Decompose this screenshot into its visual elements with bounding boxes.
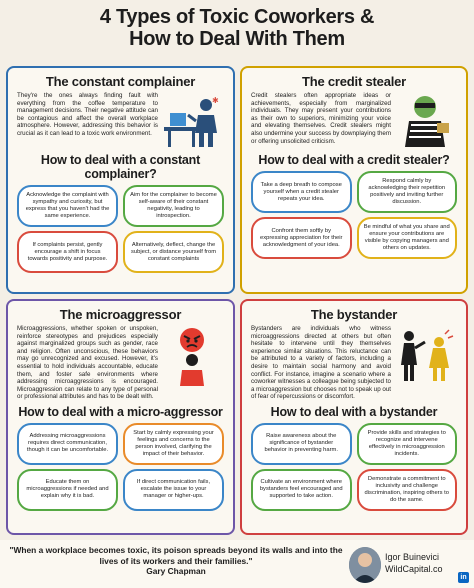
complainer-illustration-icon — [162, 93, 224, 149]
title-line-1: 4 Types of Toxic Coworkers & — [99, 6, 375, 28]
section-heading: The credit stealer — [301, 74, 407, 89]
brand-block — [385, 551, 443, 575]
section-subheading: How to deal with a bystander — [270, 404, 438, 419]
tip-card: Educate them on microaggressions if needed and explain why it is bad. — [17, 469, 118, 511]
section-description: They're the ones always finding fault with everything from the coffee temperature to management decisions. Their negative attitude can be contagious and affect the overall workplace atmosphere. However, addressing this behavior is crucial as it can lead to a toxic work environment. — [17, 92, 158, 137]
bystander-illustration-icon — [395, 326, 457, 382]
tip-card: Aim for the complainer to become self-aware of their constant negativity, leading to introspection. — [123, 185, 224, 227]
tips-grid — [251, 171, 457, 259]
tip-card: Acknowledge the complaint with sympathy and curiosity, but express that you haven't had the same experience. — [17, 185, 118, 227]
section-subheading: How to deal with a credit stealer? — [258, 153, 450, 167]
tip-card: Alternatively, deflect, change the subject, or distance yourself from constant complaints — [123, 231, 224, 273]
section-description: Microaggressions, whether spoken or unspoken, reinforce stereotypes and prejudices especially against marginalized groups such as gender, race and religion. Often unconscious, these behaviors may go unrecognized and excused. However, it's essential to hold individuals accountable, educate them, and foster safe environments where addressing microaggressions is encouraged. Microaggression can relate to any type of personal or professional attributes and has to be dealt with. — [17, 325, 158, 401]
footer-quote — [8, 545, 344, 577]
tips-grid — [17, 185, 224, 273]
panel-credit-stealer — [240, 66, 468, 294]
section-subheading: How to deal with a micro-aggressor — [18, 404, 223, 419]
tip-card: Confront them softly by expressing appreciation for their acknowledgment of your idea. — [251, 217, 352, 259]
tip-card: Cultivate an environment where bystanders feel encouraged and supported to take action. — [251, 469, 352, 511]
section-description: Bystanders are individuals who witness microaggressions directed at others but often hesitate to intervene until they themselves experience similar situations. This reluctance can be attributed to a variety of factors, including a desire to maintain social harmony and avoid conflict. For instance, imagine a scenario where a coworker witnesses a colleague being subjected to a microaggression but chooses not to speak up out of fear of repercussions or discomfort. — [251, 325, 391, 401]
linkedin-icon[interactable]: in — [458, 572, 469, 583]
tips-grid — [17, 423, 224, 511]
tip-card: If direct communication fails, escalate the issue to your manager or higher-ups. — [123, 469, 224, 511]
brand-name: Igor Buinevici — [385, 552, 440, 562]
tip-card: Addressing microaggressions requires direct communication, though it can be uncomfortable. — [17, 423, 118, 465]
tip-card: Raise awareness about the significance of bystander behavior in preventing harm. — [251, 423, 352, 465]
tip-card: Respond calmly by acknowledging their repetition positively and inviting further discussion. — [357, 171, 458, 213]
section-subheading: How to deal with a constant complainer? — [40, 153, 201, 181]
tip-card: If complaints persist, gently encourage a shift in focus towards positivity and purpose. — [17, 231, 118, 273]
section-heading: The constant complainer — [45, 74, 196, 89]
quote-text: "When a workplace becomes toxic, its poison spreads beyond its walls and into the lives of its workers and their families." — [9, 545, 343, 566]
page-title — [0, 6, 474, 50]
quote-author: Gary Chapman — [146, 566, 206, 576]
panel-constant-complainer — [6, 66, 235, 294]
brand-site[interactable]: WildCapital.co — [385, 564, 443, 574]
svg-text:✱: ✱ — [212, 96, 219, 105]
panel-microaggressor — [6, 299, 235, 535]
angry-face-icon — [162, 326, 224, 382]
tip-card: Demonstrate a commitment to inclusivity and challenge discrimination, inspiring others to do the same. — [357, 469, 458, 511]
tip-card: Be mindful of what you share and ensure your contributions are visible by copying managers and others on updates. — [357, 217, 458, 259]
tip-card: Provide skills and strategies to recognize and intervene effectively in microaggression incidents. — [357, 423, 458, 465]
tip-card: Take a deep breath to compose yourself when a credit stealer repeats your idea. — [251, 171, 352, 213]
thief-illustration-icon — [395, 93, 457, 149]
section-heading: The microaggressor — [59, 307, 182, 322]
tips-grid — [251, 423, 457, 511]
section-heading: The bystander — [310, 307, 398, 322]
avatar-photo — [349, 547, 381, 583]
tip-card: Start by calmly expressing your feelings and concerns to the person involved, clarifying the impact of their behavior. — [123, 423, 224, 465]
panel-bystander — [240, 299, 468, 535]
section-description: Credit stealers often appropriate ideas or achievements, especially from marginalized individuals. They may present your contributions as their own to superiors, minimizing your voice and elevating themselves. Credit stealers might also undermine your success by downplaying them or offering unsolicited criticism. — [251, 92, 391, 145]
title-line-2: How to Deal With Them — [129, 28, 345, 50]
